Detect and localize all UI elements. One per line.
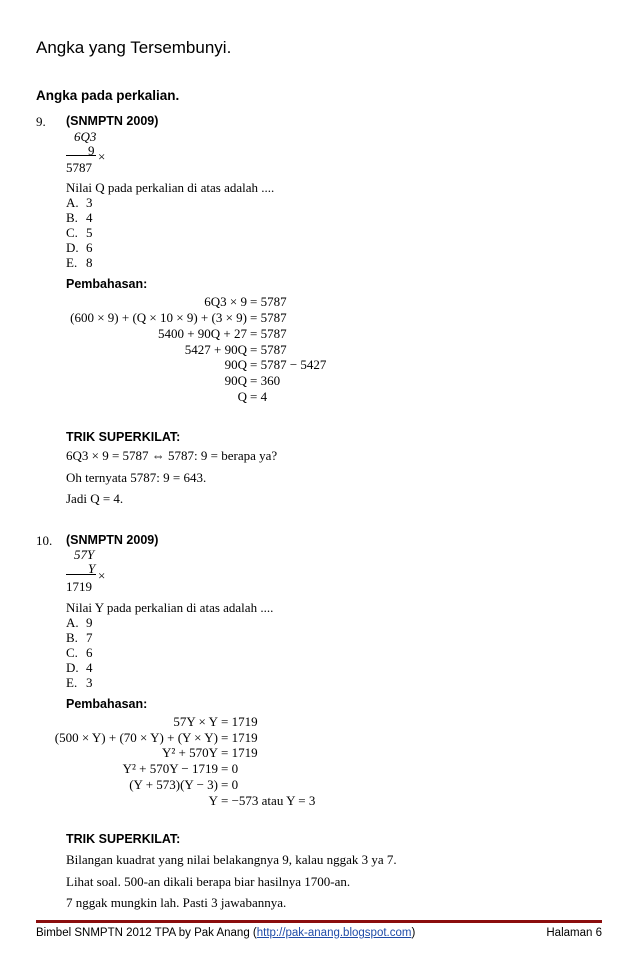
trick-line: Oh ternyata 5787: 9 = 643. <box>66 470 207 485</box>
product: 1719 <box>66 579 92 594</box>
times-sign: × <box>98 149 106 164</box>
step-lhs: (500 × Y) + (70 × Y) + (Y × Y) <box>54 730 218 745</box>
trick-line: 7 nggak mungkin lah. Pasti 3 jawabannya. <box>66 895 287 910</box>
trick-line: Lihat soal. 500-an dikali berapa biar hasilnya 1700-an. <box>66 874 351 889</box>
multiplicand: 6Q3 <box>74 129 97 144</box>
step-rhs: = 0 <box>221 777 239 792</box>
footer-link[interactable]: http://pak-anang.blogspot.com <box>256 927 412 939</box>
multiplier: 9 <box>88 143 95 158</box>
option-value: 4 <box>86 210 93 225</box>
option-letter: A. <box>66 195 79 210</box>
multiplication-rule <box>66 574 96 575</box>
step-rhs: = 5787 <box>250 310 287 325</box>
option-letter: D. <box>66 240 79 255</box>
step-rhs: = 0 <box>221 761 239 776</box>
option-letter: B. <box>66 630 78 645</box>
option-value: 6 <box>86 240 93 255</box>
discussion-heading: Pembahasan: <box>66 277 148 291</box>
step-rhs: = 1719 <box>221 745 258 760</box>
page-title: Angka yang Tersembunyi. <box>36 38 232 57</box>
step-lhs: 90Q <box>224 373 247 388</box>
problem-source: (SNMPTN 2009) <box>66 114 159 128</box>
step-lhs: (600 × 9) + (Q × 10 × 9) + (3 × 9) <box>70 310 247 325</box>
problem-number: 10. <box>36 533 53 548</box>
problem-number: 9. <box>36 114 46 129</box>
step-rhs: = 360 <box>250 373 281 388</box>
option-letter: C. <box>66 645 78 660</box>
times-sign: × <box>98 568 106 583</box>
step-lhs: Q <box>237 389 247 404</box>
option-letter: D. <box>66 660 79 675</box>
step-lhs: Y² + 570Y <box>161 745 218 760</box>
trick-heading: TRIK SUPERKILAT: <box>66 832 181 846</box>
footer-rule <box>36 920 602 923</box>
step-lhs: 57Y × Y <box>173 714 218 729</box>
step-rhs: = 5787 <box>250 342 287 357</box>
step-lhs: (Y + 573)(Y − 3) <box>129 777 218 792</box>
trick-line: 6Q3 × 9 = 5787 ⇔ 5787: 9 = berapa ya? <box>66 448 278 463</box>
option-value: 3 <box>86 675 93 690</box>
footer-credit-suffix: ) <box>411 927 416 939</box>
option-value: 4 <box>86 660 93 675</box>
option-value: 6 <box>86 645 93 660</box>
step-rhs: = −573 atau Y = 3 <box>221 793 316 808</box>
page-number: Halaman 6 <box>546 927 602 939</box>
question-text: Nilai Y pada perkalian di atas adalah .... <box>66 600 274 615</box>
multiplier: Y <box>88 561 96 576</box>
step-rhs: = 5787 − 5427 <box>250 357 327 372</box>
option-value: 8 <box>86 255 93 270</box>
step-lhs: Y² + 570Y − 1719 <box>122 761 218 776</box>
problem-source: (SNMPTN 2009) <box>66 533 159 547</box>
option-value: 3 <box>86 195 93 210</box>
step-lhs: 90Q <box>224 357 247 372</box>
option-letter: E. <box>66 675 78 690</box>
step-lhs: Y <box>208 793 218 808</box>
option-value: 9 <box>86 615 93 630</box>
step-rhs: = 1719 <box>221 730 258 745</box>
section-subtitle: Angka pada perkalian. <box>36 88 180 103</box>
option-letter: E. <box>66 255 78 270</box>
step-rhs: = 5787 <box>250 294 287 309</box>
step-rhs: = 4 <box>250 389 268 404</box>
footer-credit-prefix: Bimbel SNMPTN 2012 TPA by Pak Anang ( <box>36 927 257 939</box>
option-value: 5 <box>86 225 93 240</box>
multiplicand: 57Y <box>74 547 95 562</box>
option-letter: B. <box>66 210 78 225</box>
footer-credit <box>36 927 415 939</box>
step-lhs: 6Q3 × 9 <box>204 294 247 309</box>
option-letter: C. <box>66 225 78 240</box>
trick-heading: TRIK SUPERKILAT: <box>66 430 181 444</box>
question-text: Nilai Q pada perkalian di atas adalah .... <box>66 180 275 195</box>
option-letter: A. <box>66 615 79 630</box>
product: 5787 <box>66 160 92 175</box>
trick-line: Jadi Q = 4. <box>66 491 124 506</box>
step-lhs: 5400 + 90Q + 27 <box>157 326 247 341</box>
step-lhs: 5427 + 90Q <box>184 342 247 357</box>
step-rhs: = 5787 <box>250 326 287 341</box>
step-rhs: = 1719 <box>221 714 258 729</box>
multiplication-rule <box>66 155 96 156</box>
option-value: 7 <box>86 630 93 645</box>
trick-line: Bilangan kuadrat yang nilai belakangnya 9, kalau nggak 3 ya 7. <box>66 852 397 867</box>
discussion-heading: Pembahasan: <box>66 697 148 711</box>
